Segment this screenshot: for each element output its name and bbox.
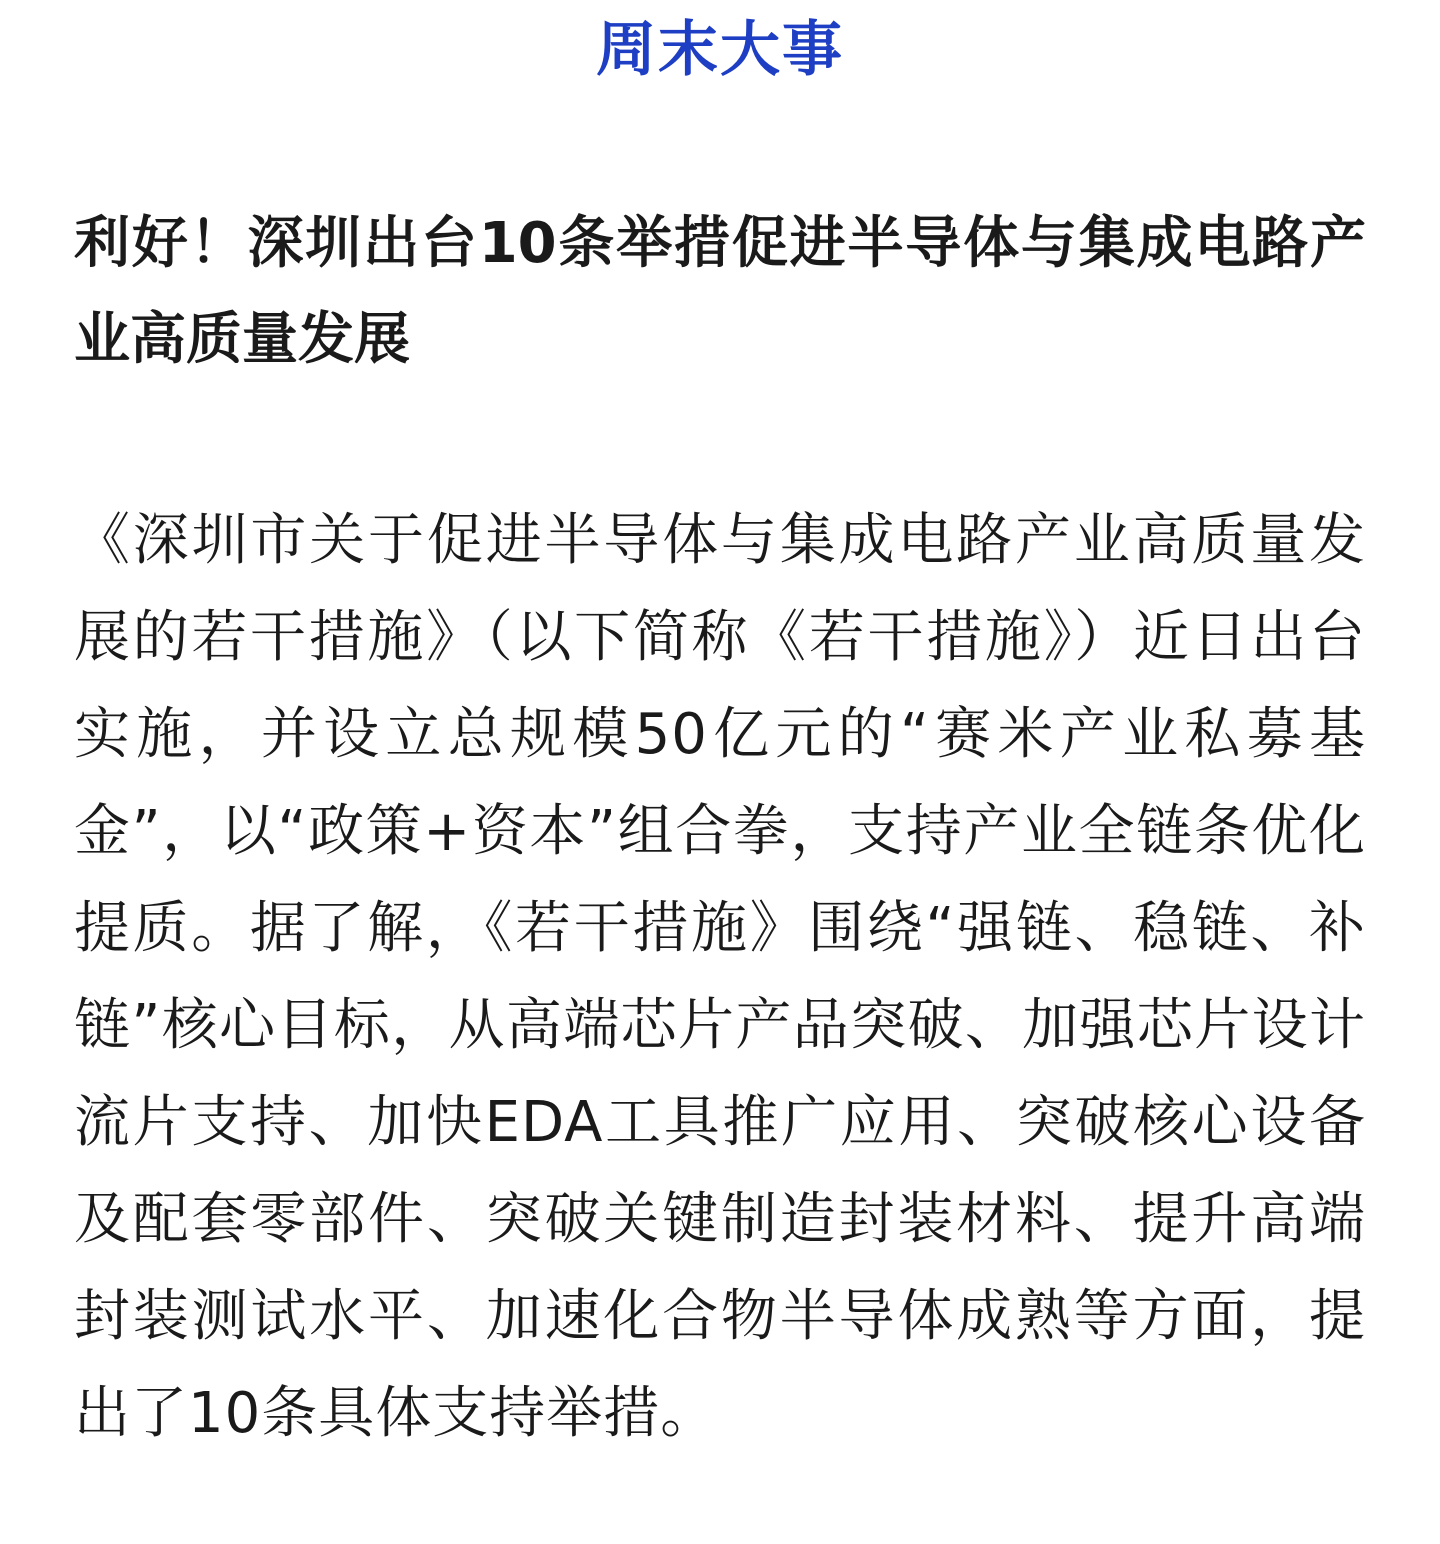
article (74, 0, 1366, 1462)
article-body: 《深圳市关于促进半导体与集成电路产业高质量发展的若干措施》（以下简称《若干措施》）近日出台实施，并设立总规模50亿元的“赛米产业私募基金”，以“政策+资本”组合拳，支持产业全链条优化提质。据了解，《若干措施》围绕“强链、稳链、补链”核心目标，从高端芯片产品突破、加强芯片设计流片支持、加快EDA工具推广应用、突破核心设备及配套零部件、突破关键制造封装材料、提升高端封装测试水平、加速化合物半导体成熟等方面，提出了10条具体支持举措。 (74, 508, 1366, 1446)
section-title: 周末大事 (596, 15, 844, 85)
article-headline: 利好！深圳出台10条举措促进半导体与集成电路产业高质量发展 (74, 211, 1366, 372)
